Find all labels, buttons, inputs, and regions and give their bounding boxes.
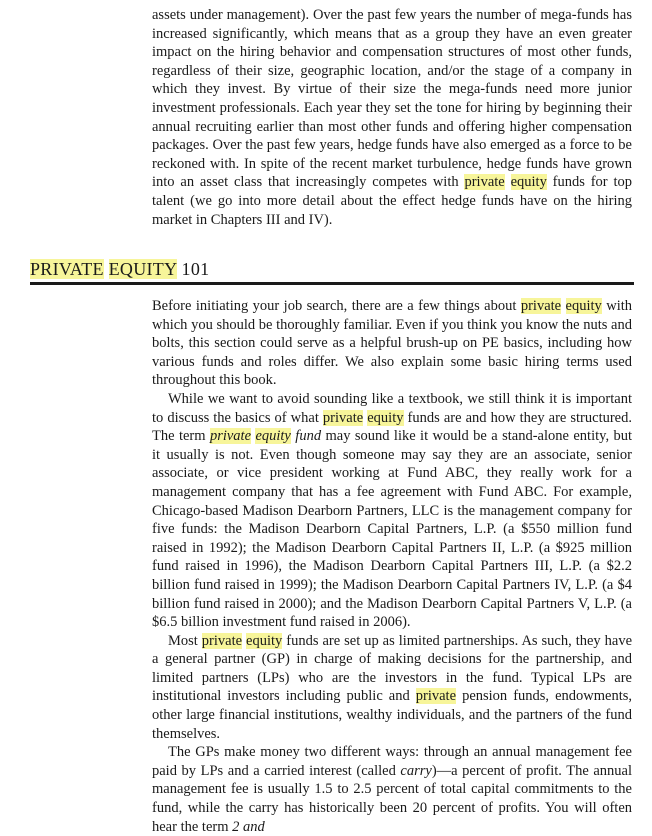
text-run: The GPs make money two different ways: through an annual management fee paid by LPs and a carried interest (called [152,744,632,779]
search-highlight: EQUITY [108,259,177,279]
search-highlight: private [520,298,562,314]
search-highlight: equity [246,632,283,649]
paragraph-hedge-funds [152,6,632,229]
text-run: )—a percent of profit. The annual management fee is usually 1.5 to 2.5 percent of total capital commitments to the fund, while the carry has historically been 20 percent of profits. You will often hear the term [152,762,633,835]
top-text-column [152,6,632,229]
search-highlight: private [415,688,457,705]
search-highlight: PRIVATE [30,259,104,279]
paragraph-gp-compensation [152,743,632,836]
text-run: may sound like it would be a stand-alone entity, but it usually is not. Even though someone may say they are an associate, senior associate, or vice president working at Fund ABC, they really work for a management company that has a fee agreement with Fund ABC. For example, Chicago-based Madison Dearborn Partners, LLC is the management company for five funds: the Madison Dearborn Capital Partners, L.P. (a $550 million fund raised in 1992); the Madison Dearborn Capital Partners II, L.P. (a $925 million fund raised in 1996), the Madison Dearborn Capital Partners III, L.P. (a $2.2 billion fund raised in 1999); the Madison Dearborn Capital Partners IV, L.P. (a $4 billion fund raised in 2000); and the Madison Dearborn Capital Partners V, L.P. (a $6.5 billion investment fund raised in 2006). [152,428,633,631]
search-highlight: private [322,409,364,426]
heading-suffix: 101 [176,259,210,279]
text-run: Before initiating your job search, there are a few things about [152,298,521,314]
text-run: Most [168,632,202,649]
paragraph-fund-structure [152,390,632,632]
text-run: pension funds, endowments, other large financial institutions, wealthy individuals, and the partners of the fund themselves. [152,688,633,742]
search-highlight: private [209,428,252,445]
text-run: While we want to avoid sounding like a textbook, we still think it is important to discuss the basics of what [152,390,632,426]
text-run: funds are and how they are structured. The term [152,409,632,445]
search-highlight: equity [367,409,404,426]
main-text-column [152,297,632,836]
search-highlight: equity [565,298,602,314]
text-run: funds for top talent (we go into more detail about the effect hedge funds have on the hiring market in Chapters III and IV). [152,174,632,228]
italic-text: 2 and [232,818,265,835]
search-highlight: equity [510,174,547,191]
text-run: with which you should be thoroughly familiar. Even if you think you know the nuts and bolts, this section could serve as a helpful brush-up on PE basics, including how various funds and roles differ. We also explain some basic hiring terms used throughout this book. [152,298,633,389]
search-highlight: private [201,632,243,649]
italic-text: fund [295,428,322,445]
paragraph-intro [152,297,632,390]
heading-rule [30,282,634,285]
search-highlight: private [464,174,505,191]
text-run: funds are set up as limited partnerships. As such, they have a general partner (GP) in charge of making decisions for the partnership, and limited partners (LPs) who are the investors in the fund. Typical LPs are institutional investors including public and [152,632,633,705]
text-run: assets under management). Over the past few years the number of mega-funds has increased significantly, which means that as a group they have an even greater impact on the hiring behavior and compensation structures of most other funds, regardless of their size, geographic location, and/or the stage of a company in which they invest. By virtue of their size the mega-funds need more junior investment professionals. Each year they set the tone for hiring by beginning their annual recruiting earlier than most other funds and offering higher compensation packages. Over the past few years, hedge funds have also emerged as a force to be reckoned with. In spite of the recent market turbulence, hedge funds have grown into an asset class that increasingly competes with [152,7,632,191]
search-highlight: equity [255,428,291,445]
italic-text: carry [400,762,432,779]
paragraph-limited-partnerships [152,632,632,744]
section-heading [30,258,209,280]
